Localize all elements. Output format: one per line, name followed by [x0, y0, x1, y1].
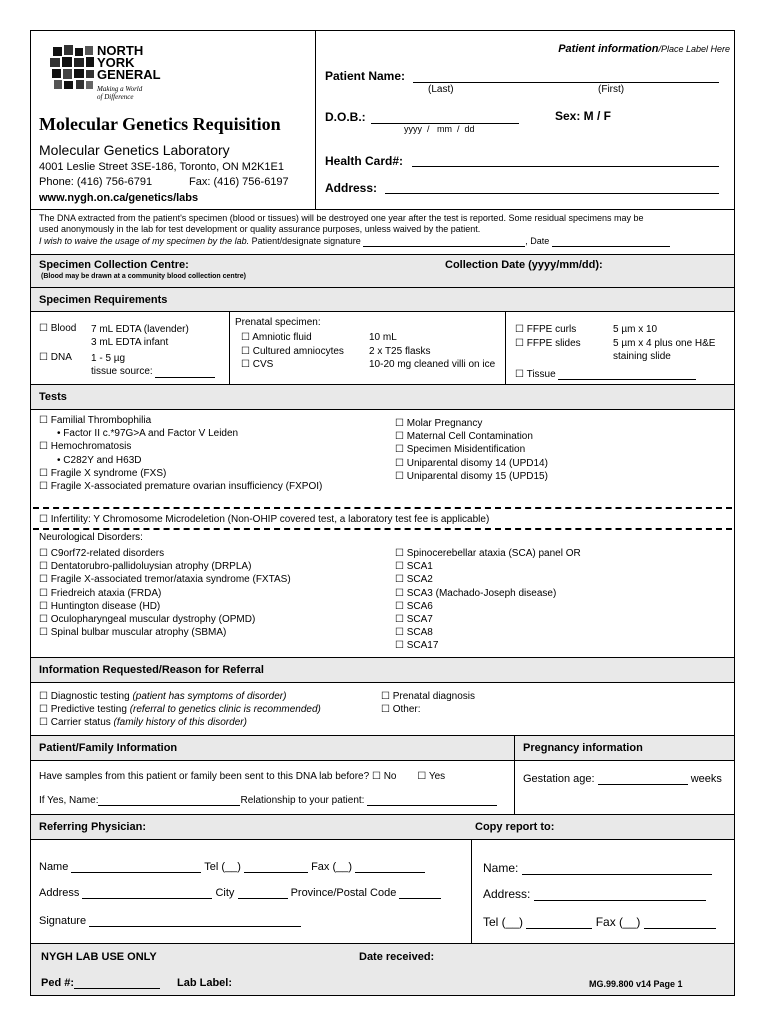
health-card-field[interactable]: [412, 166, 719, 167]
test-checkbox[interactable]: ☐ Uniparental disomy 14 (UPD14): [395, 457, 548, 469]
neuro-checkbox[interactable]: ☐ Spinal bulbar muscular atrophy (SBMA): [39, 627, 227, 639]
physician-signature-field[interactable]: [89, 915, 301, 927]
prenatal-label: Prenatal specimen:: [235, 317, 321, 328]
lab-address: 4001 Leslie Street 3SE-186, Toronto, ON M2K1E1: [39, 161, 284, 173]
physician-city-field[interactable]: [238, 887, 288, 899]
health-card-label: Health Card#:: [325, 154, 404, 168]
test-checkbox[interactable]: ☐ Molar Pregnancy: [395, 418, 483, 429]
physician-postal-field[interactable]: [399, 887, 441, 899]
org-name: [97, 45, 161, 81]
test-checkbox[interactable]: ☐ Familial Thrombophilia: [39, 415, 152, 426]
collection-section: [31, 254, 734, 287]
prior-samples-question: Have samples from this patient or family been sent to this DNA lab before?: [39, 771, 370, 782]
other-checkbox[interactable]: ☐ Other:: [381, 704, 421, 716]
cvs-checkbox[interactable]: ☐ CVS: [241, 359, 274, 370]
tests-header: Tests: [31, 384, 734, 409]
consent-text: used anonymously in the lab for test development or quality assurance purposes, unless waived by the patient.: [39, 224, 481, 234]
neuro-checkbox[interactable]: ☐ Dentatorubro-pallidoluysian atrophy (DRPLA): [39, 561, 252, 573]
org-name-line: GENERAL: [97, 67, 161, 82]
ffpe-curls-checkbox[interactable]: ☐ FFPE curls: [515, 324, 577, 335]
org-name-line: YORK: [97, 55, 135, 70]
collection-centre-label: Specimen Collection Centre:: [39, 259, 189, 271]
test-checkbox[interactable]: ☐ Fragile X-associated premature ovarian insufficiency (FXPOI): [39, 481, 323, 493]
tissue-source-field[interactable]: [155, 366, 215, 378]
patient-address-field[interactable]: [385, 193, 719, 194]
neuro-checkbox[interactable]: ☐ Fragile X-associated tremor/ataxia syndrome (FXTAS): [39, 574, 291, 586]
consent-section: [31, 209, 734, 254]
copy-report-heading: Copy report to:: [475, 821, 555, 833]
dob-format: yyyy / mm / dd: [404, 124, 475, 134]
test-checkbox[interactable]: ☐ Specimen Misidentification: [395, 444, 526, 456]
date-received-label: Date received:: [359, 951, 435, 963]
prior-samples-no-checkbox[interactable]: ☐ No: [371, 771, 397, 782]
lab-name: Molecular Genetics Laboratory: [39, 142, 230, 158]
patient-signature-field[interactable]: [363, 235, 525, 247]
tissue-field[interactable]: [558, 368, 696, 380]
gestation-age-field[interactable]: [598, 773, 688, 785]
requisition-form: [30, 30, 735, 996]
physician-tel-field[interactable]: [244, 861, 308, 873]
predictive-testing-checkbox[interactable]: ☐ Predictive testing (referral to genetics clinic is recommended): [39, 704, 321, 716]
form-code: MG.99.800 v14 Page 1: [589, 979, 683, 989]
prior-name-field[interactable]: [98, 794, 240, 806]
lab-label: Lab Label:: [177, 977, 233, 989]
last-name-label: (Last): [428, 84, 454, 95]
lab-fax: Fax: (416) 756-6197: [189, 176, 289, 188]
prenatal-diagnosis-checkbox[interactable]: ☐ Prenatal diagnosis: [381, 691, 476, 702]
collection-centre-note: (Blood may be drawn at a community blood collection centre): [41, 273, 246, 280]
ped-number-field[interactable]: [74, 977, 160, 989]
neuro-checkbox[interactable]: ☐ Huntington disease (HD): [39, 600, 161, 612]
dna-checkbox[interactable]: ☐ DNA: [39, 352, 72, 363]
patient-name-field[interactable]: [413, 82, 719, 83]
test-detail: • C282Y and H63D: [57, 454, 142, 466]
neuro-checkbox[interactable]: ☐ SCA3 (Machado-Joseph disease): [395, 587, 557, 599]
neuro-checkbox[interactable]: ☐ SCA2: [395, 574, 433, 586]
patient-name-label: Patient Name:: [325, 69, 406, 83]
sex-field[interactable]: Sex: M / F: [555, 109, 612, 123]
neuro-heading: Neurological Disorders:: [39, 532, 143, 543]
physician-header: Referring Physician: Copy report to:: [31, 814, 734, 839]
first-name-label: (First): [598, 84, 625, 95]
neuro-checkbox[interactable]: ☐ SCA7: [395, 614, 433, 626]
header-divider: [315, 31, 316, 209]
carrier-status-checkbox[interactable]: ☐ Carrier status (family history of this disorder): [39, 717, 247, 729]
tests-section: [31, 409, 734, 509]
copy-fax-field[interactable]: [644, 917, 716, 929]
test-detail: • Factor II c.*97G>A and Factor V Leiden: [57, 428, 239, 440]
lab-use-heading: NYGH LAB USE ONLY: [41, 951, 157, 963]
waiver-line: I wish to waive the usage of my specimen by the lab. Patient/designate signature , Date: [39, 235, 670, 247]
referral-section: [31, 682, 734, 735]
neuro-checkbox[interactable]: ☐ C9orf72-related disorders: [39, 548, 165, 559]
cultured-amniocytes-checkbox[interactable]: ☐ Cultured amniocytes: [241, 345, 344, 357]
consent-date-field[interactable]: [552, 235, 670, 247]
neuro-checkbox[interactable]: ☐ Oculopharyngeal muscular dystrophy (OPMD): [39, 614, 256, 626]
form-title: Molecular Genetics Requisition: [39, 114, 281, 134]
consent-text: The DNA extracted from the patient's specimen (blood or tissues) will be destroyed one year after the test is reported. Some residual specimens may be: [39, 213, 644, 223]
lab-website[interactable]: www.nygh.on.ca/genetics/labs: [39, 192, 199, 204]
patient-info-title: Patient information/Place Label Here: [558, 43, 730, 55]
referral-header: Information Requested/Reason for Referral: [31, 657, 734, 682]
copy-tel-field[interactable]: [526, 917, 592, 929]
relationship-field[interactable]: [367, 794, 497, 806]
neuro-checkbox[interactable]: ☐ SCA6: [395, 600, 433, 612]
physician-section: Name Tel (__) Fax (__) Address City Province/Postal Code Signature Name: Address: Tel (__) Fax (__): [31, 839, 734, 943]
physician-name-field[interactable]: [71, 861, 201, 873]
address-label: Address:: [325, 181, 378, 195]
blood-checkbox[interactable]: ☐ Blood: [39, 323, 77, 334]
lab-use-section: NYGH LAB USE ONLY Date received: Ped #: Lab Label: MG.99.800 v14 Page 1: [31, 943, 734, 995]
copy-address-field[interactable]: [534, 889, 706, 901]
org-name-line: NORTH: [97, 43, 144, 58]
physician-fax-field[interactable]: [355, 861, 425, 873]
neuro-checkbox[interactable]: ☐ SCA8: [395, 627, 433, 639]
family-section: Have samples from this patient or family been sent to this DNA lab before? ☐ No ☐ Yes If Yes, Name: Relationship to your patient: Gestation age: weeks: [31, 760, 734, 814]
neuro-checkbox[interactable]: ☐ Friedreich ataxia (FRDA): [39, 587, 162, 599]
family-header: Patient/Family Information Pregnancy information: [31, 735, 734, 760]
pregnancy-heading: Pregnancy information: [523, 742, 643, 754]
prior-samples-yes-checkbox[interactable]: ☐ Yes: [417, 771, 446, 782]
neuro-checkbox[interactable]: ☐ SCA1: [395, 561, 433, 573]
test-checkbox[interactable]: ☐ Uniparental disomy 15 (UPD15): [395, 470, 548, 482]
tissue-checkbox[interactable]: ☐ Tissue: [515, 368, 696, 380]
copy-name-field[interactable]: [522, 863, 712, 875]
test-checkbox[interactable]: ☐ Maternal Cell Contamination: [395, 431, 533, 443]
nygh-logo: [49, 45, 95, 91]
infertility-checkbox[interactable]: ☐ Infertility: Y Chromosome Microdeletion (Non-OHIP covered test, a laboratory test fee is applicable): [39, 514, 490, 525]
specimen-requirements-header: Specimen Requirements: [31, 287, 734, 311]
lab-phone: Phone: (416) 756-6791: [39, 176, 153, 188]
logo-mosaic-icon: [49, 45, 95, 91]
specimen-requirements: ☐ Blood 7 mL EDTA (lavender) 3 mL EDTA infant ☐ DNA 1 - 5 µg tissue source: Prenatal specimen: ☐ Amniotic fluid ☐ Cultured amniocytes ☐ CVS 10 mL 2 x T25 flasks 10-20 mg cleaned villi on ice ☐ FFPE curls ☐ FFPE slides 5 µm x 10 5 µm x 4 plus one H&E staining slide ☐ Tissue: [31, 311, 734, 384]
test-checkbox[interactable]: ☐ Fragile X syndrome (FXS): [39, 467, 167, 479]
dob-label: D.O.B.:: [325, 110, 366, 124]
org-tagline: Making a World of Difference: [97, 85, 143, 101]
ffpe-slides-checkbox[interactable]: ☐ FFPE slides: [515, 337, 581, 349]
physician-address-field[interactable]: [82, 887, 212, 899]
neuro-checkbox[interactable]: ☐ Spinocerebellar ataxia (SCA) panel OR: [395, 548, 581, 559]
amniotic-fluid-checkbox[interactable]: ☐ Amniotic fluid: [241, 332, 312, 343]
diagnostic-testing-checkbox[interactable]: ☐ Diagnostic testing (patient has symptoms of disorder): [39, 691, 287, 702]
dashed-separator: [33, 528, 732, 530]
dashed-separator: [33, 507, 732, 509]
collection-date-label: Collection Date (yyyy/mm/dd):: [445, 259, 603, 271]
neuro-checkbox[interactable]: ☐ SCA17: [395, 640, 439, 652]
test-checkbox[interactable]: ☐ Hemochromatosis: [39, 441, 132, 453]
